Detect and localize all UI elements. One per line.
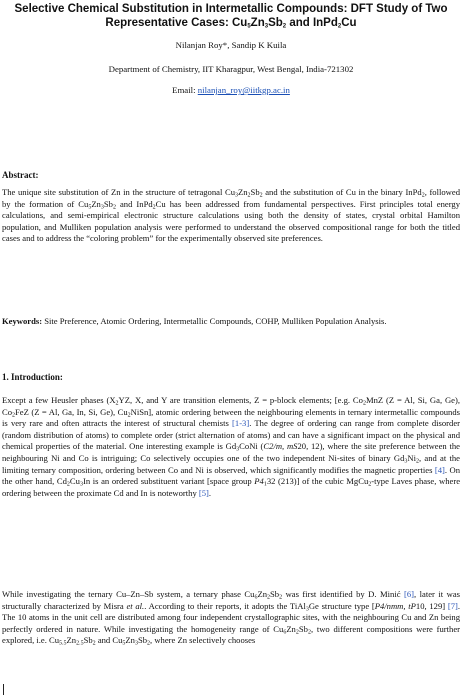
keywords: Keywords: Site Preference, Atomic Ordering, Intermetallic Compounds, COHP, Mulliken Population Analysis. <box>2 316 387 326</box>
keywords-label: Keywords: <box>2 316 43 326</box>
affiliation: Department of Chemistry, IIT Kharagpur, West Bengal, India-721302 <box>108 64 354 74</box>
authors: Nilanjan Roy*, Sandip K Kuila <box>175 40 287 50</box>
introduction-heading: 1. Introduction: <box>2 372 63 382</box>
citation-link[interactable]: [7] <box>447 600 458 611</box>
citation-link[interactable]: [5] <box>198 487 209 498</box>
email-link[interactable]: nilanjan_roy@iitkgp.ac.in <box>197 85 290 95</box>
abstract-text: The unique site substitution of Zn in the structure of tetragonal $Cu_3Zn_2Sb_2$ and the substitution of Cu in the binary InPd$_2$, followed by the formation of $Cu_5Zn_3Sb_2$ and InPd$_2$Cu has been addressed from fundamental perspectives. First principles total energy calculations, and semi-empirical electronic structure calculations using both the density of states, crystal orbital Hamilton population, and Mulliken population analysis were performed to understand the observed compositional range for both the titled cases and to address the “coloring problem” for the experimentally observed site preferences. <box>2 187 460 244</box>
citation-link[interactable]: [1-3] <box>232 418 250 429</box>
citation-link[interactable]: [4] <box>434 464 445 475</box>
paper-title <box>8 3 454 30</box>
intro-paragraph-2: While investigating the ternary Cu–Zn–Sb system, a ternary phase $Cu_6Zn_2Sb_2$ was first identified by D. Minić [6], later it was structurally characterized by Misra et al.. According to their reports, it adopts the TiAl$_3$Ge structure type [P4/nmm, tP10, 129] [7]. The 10 atoms in the unit cell are distributed among four independent crystallographic sites, with the neighbouring Cu and Zn being perfectly ordered in nature. While investigating the homogeneity range of $Cu_6Zn_2Sb_2$, two different compositions were further explored, i.e. $Cu_{5.5}Zn_{2.5}Sb_2$ and $Cu_5Zn_3Sb_2$, where Zn selectively chooses <box>2 589 461 647</box>
email-label: Email: <box>172 85 198 95</box>
abstract-heading: Abstract: <box>2 170 39 180</box>
page-number-mark <box>3 684 4 695</box>
title-line-2: Representative Cases: $Cu_5Zn_3Sb_2$ and InPd$_2$Cu <box>105 16 357 29</box>
title-line-1: Selective Chemical Substitution in Intermetallic Compounds: DFT Study of Two <box>14 3 448 15</box>
citation-link[interactable]: [6] <box>404 589 415 599</box>
email-line <box>0 85 462 96</box>
intro-paragraph-1: Except a few Heusler phases ($X_2YZ$, X, and Y are transition elements, Z = p-block elements; [e.g. $Co_2MnZ$ (Z = Al, Si, Ga, Ge), $Co_2FeZ$ (Z = Al, Ga, In, Si, Ge), $Cu_2NiSn$], atomic ordering between the neighbouring elements in ternary intermetallic compounds is very rare and often attracts the interest of structural chemists [1-3]. The degree of ordering can range from complete disorder (random distribution of atoms) to complete order (strict alternation of atoms) and can have a significant impact on the physical and chemical properties of the material. One interesting example is $Gd_3CoNi$ (C2/m, mS20, 12), where the site preference between the neighbouring Ni and Co is intriguing; Co selectively occupies one of the two independent Ni-sites of binary $Gd_3Ni_2$, and at the limiting ternary composition, ordering between Co and Ni is observed, which significantly modifies the magnetic properties [4]. On the other hand, $Cd_2Cu_3In$ is an ordered substituent variant [space group $P4_132$ (213)] of the cubic MgCu$_2$-type Laves phase, where ordering between the proximate Cd and In is noteworthy [5]. <box>2 395 461 498</box>
